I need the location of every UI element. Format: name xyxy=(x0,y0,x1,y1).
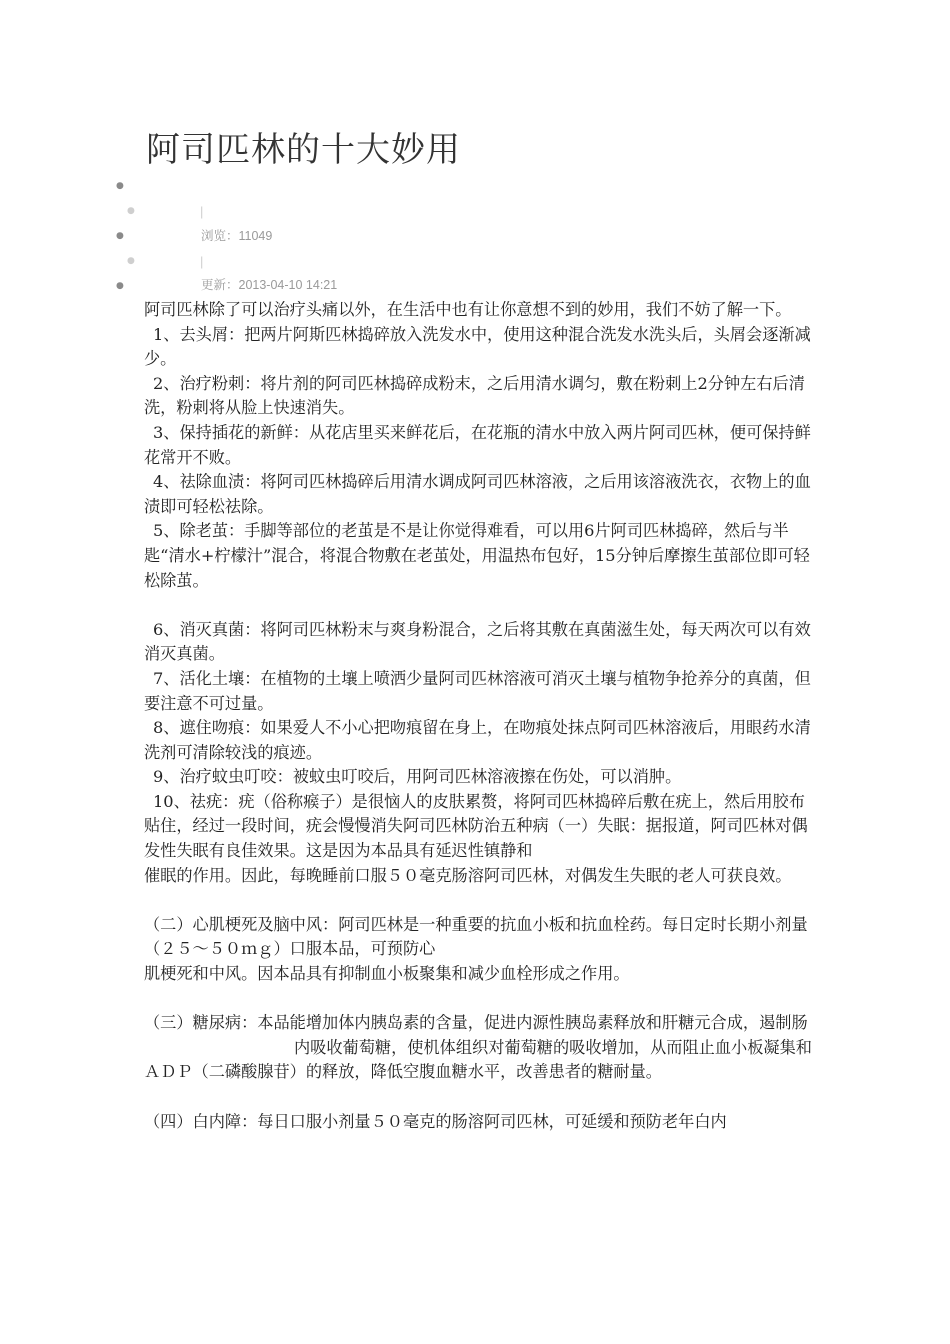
diabetes-paragraph xyxy=(144,1011,812,1085)
tip-item: 3、保持插花的新鲜：从花店里买来鲜花后，在花瓶的清水中放入两片阿司匹林，便可保持鲜花常开不败。 xyxy=(144,422,811,467)
list-bullet: ● xyxy=(116,181,124,191)
article-body xyxy=(144,298,812,1134)
update-time: 更新：2013-04-10 14:21 xyxy=(201,278,338,292)
tip-item: 2、治疗粉刺：将片剂的阿司匹林捣碎成粉末，之后用清水调匀，敷在粉刺上2分钟左右后清洗，粉刺将从脸上快速消失。 xyxy=(144,373,805,418)
tip-item-10: 10、祛疣：疣（俗称瘊子）是很恼人的皮肤累赘，将阿司匹林捣碎后敷在疣上，然后用胶布贴住，经过一段时间，疣会慢慢消失阿司匹林防治五种病（一）失眠：据报道，阿司匹林对偶发性失眠有良佳效果。这是因为本品具有延迟性镇静和 xyxy=(144,791,808,861)
list-bullet: ● xyxy=(127,256,135,266)
tip-item: 4、祛除血渍：将阿司匹林捣碎后用清水调成阿司匹林溶液，之后用该溶液洗衣，衣物上的血渍即可轻松祛除。 xyxy=(144,472,811,516)
diabetes-text-b: 内吸收葡萄糖，使机体组织对葡萄糖的吸收增加，从而阻止血小板凝集和ＡＤＰ（二磷酸腺苷）的释放，降低空腹血糖水平，改善患者的糖耐量。 xyxy=(144,1037,812,1082)
list-bullet: ● xyxy=(127,206,135,216)
tip-item: 1、去头屑：把两片阿斯匹林捣碎放入洗发水中，使用这种混合洗发水洗头后，头屑会逐渐减少。 xyxy=(144,324,811,369)
blank-line xyxy=(144,593,812,618)
tip-item: 9、治疗蚊虫叮咬：被蚊虫叮咬后，用阿司匹林溶液擦在伤处，可以消肿。 xyxy=(153,767,682,787)
intro-paragraph: 阿司匹林除了可以治疗头痛以外，在生活中也有让你意想不到的妙用，我们不妨了解一下。 xyxy=(144,300,792,319)
list-bullet: ● xyxy=(116,281,124,291)
article-meta-list xyxy=(0,0,950,300)
insomnia-paragraph: 催眠的作用。因此，每晚睡前口服５０毫克肠溶阿司匹林，对偶发生失眠的老人可获良效。 xyxy=(144,865,792,885)
article-title: 阿司匹林的十大妙用 xyxy=(146,130,461,170)
tip-item: 8、遮住吻痕：如果爱人不小心把吻痕留在身上，在吻痕处抹点阿司匹林溶液后，用眼药水清洗剂可清除较浅的痕迹。 xyxy=(144,718,811,762)
tip-item: 6、消灭真菌：将阿司匹林粉末与爽身粉混合，之后将其敷在真菌滋生处，每天两次可以有效消灭真菌。 xyxy=(144,619,811,664)
view-count: 浏览：11049 xyxy=(201,229,273,243)
list-bullet: ● xyxy=(116,231,124,241)
diabetes-text-a: （三）糖尿病：本品能增加体内胰岛素的含量，促进内源性胰岛素释放和肝糖元合成，遏制肠 xyxy=(144,1013,808,1033)
heart-paragraph-cont: 肌梗死和中风。因本品具有抑制血小板聚集和减少血栓形成之作用。 xyxy=(144,964,630,984)
blank-line xyxy=(144,1085,812,1110)
meta-separator: | xyxy=(200,204,204,219)
meta-separator: | xyxy=(200,254,204,269)
heart-paragraph: （二）心肌梗死及脑中风：阿司匹林是一种重要的抗血小板和抗血栓药。每日定时长期小剂量（２５～５０ｍｇ）口服本品，可预防心 xyxy=(144,914,808,959)
blank-line xyxy=(144,987,812,1012)
blank-line xyxy=(144,888,812,913)
tip-item: 5、除老茧：手脚等部位的老茧是不是让你觉得难看，可以用6片阿司匹林捣碎，然后与半匙“清水+柠檬汁”混合，将混合物敷在老茧处，用温热布包好，15分钟后摩擦生茧部位即可轻松除茧。 xyxy=(144,521,810,590)
tip-item: 7、活化土壤：在植物的土壤上喷洒少量阿司匹林溶液可消灭土壤与植物争抢养分的真菌，但要注意不可过量。 xyxy=(144,668,811,713)
cataract-paragraph: （四）白内障：每日口服小剂量５０毫克的肠溶阿司匹林，可延缓和预防老年白内 xyxy=(144,1111,727,1131)
